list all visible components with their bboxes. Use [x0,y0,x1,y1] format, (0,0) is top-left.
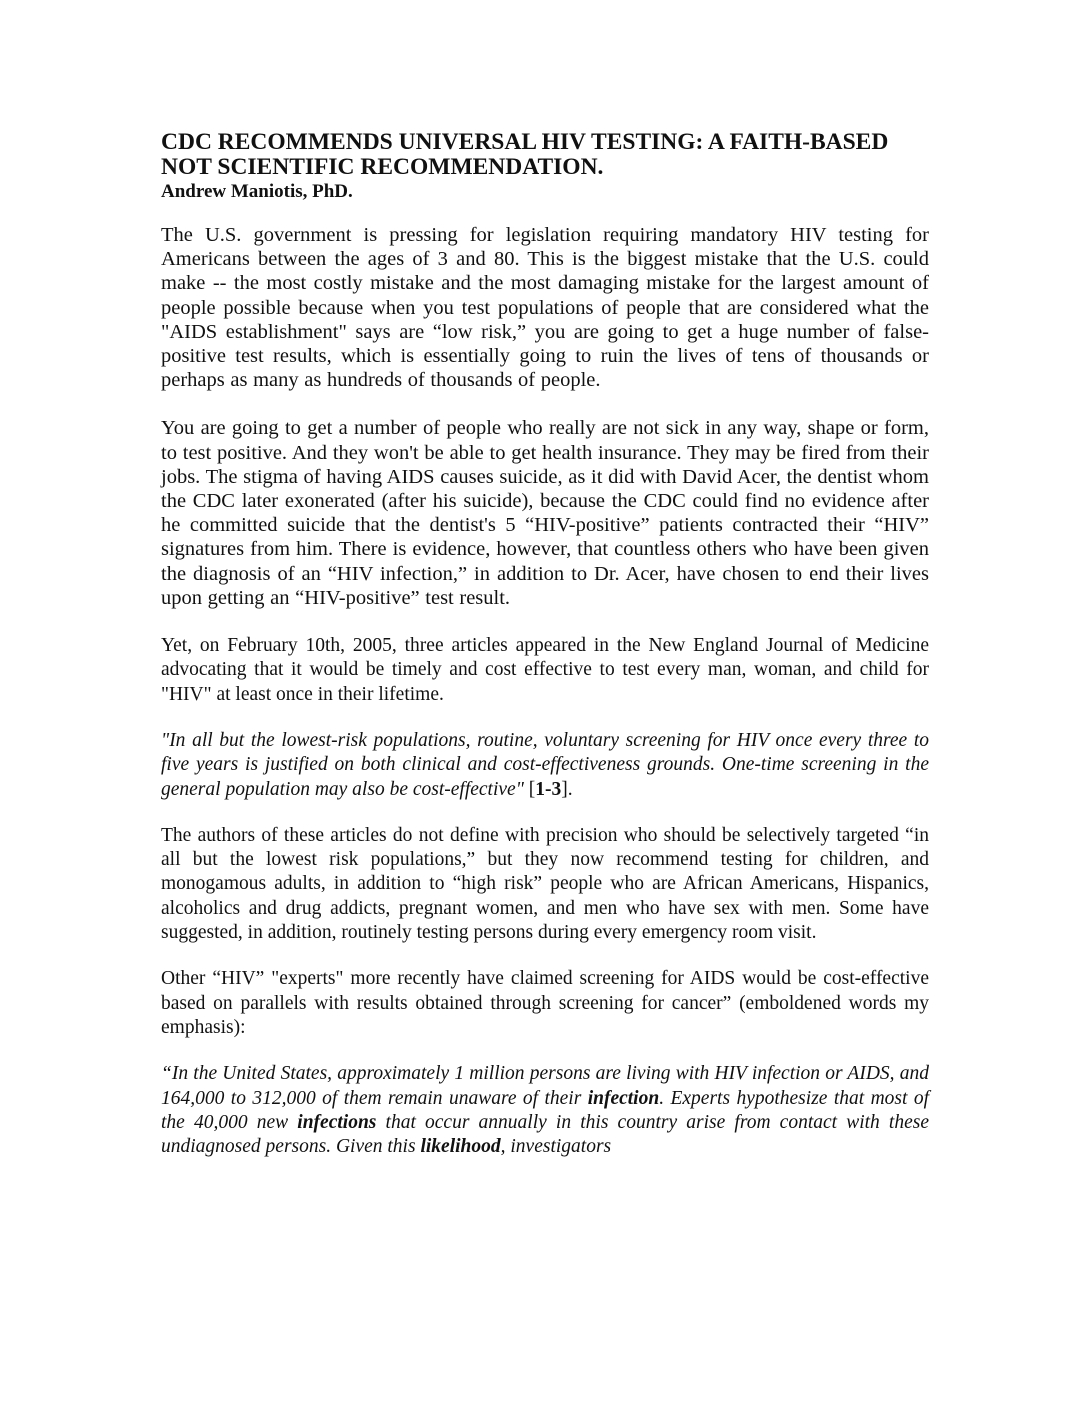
ref-bracket-close: ]. [561,778,573,800]
document-page [161,128,929,1159]
ref-bracket-open: [ [523,778,536,800]
emphasis-infection: infection [587,1087,660,1109]
paragraph-nejm-articles: Yet, on February 10th, 2005, three articles appeared in the New England Journal of Medicine advocating that it would be timely and cost effective to test every man, woman, and child for "HIV" at least once in their lifetime. [161,635,929,705]
paragraph-us-statistics-quote [161,1062,929,1159]
author-line: Andrew Maniotis, PhD. [161,181,353,202]
emphasis-likelihood: likelihood [420,1136,501,1158]
paragraph-other-experts: Other “HIV” "experts" more recently have claimed screening for AIDS would be cost-effective based on parallels with results obtained through screening for cancer” (emboldened words my emphasis): [161,968,929,1038]
quote-part-g: , investigators [500,1136,612,1158]
quote-part-c: . Experts hypothesize that most of the 40,000 new [161,1087,929,1133]
paragraph-nejm-quote [161,729,929,802]
emphasis-infections: infections [297,1111,377,1133]
reference-1-3: 1-3 [535,778,562,800]
document-title: CDC RECOMMENDS UNIVERSAL HIV TESTING: A FAITH-BASED NOT SCIENTIFIC RECOMMENDATION. [161,129,889,180]
paragraph-false-positives: You are going to get a number of people who really are not sick in any way, shape or form, to test positive. And they won't be able to get health insurance. They may be fired from their jobs. The stigma of having AIDS causes suicide, as it did with David Acer, the dentist whom the CDC later exonerated (after his suicide), because the CDC could find no evidence after he committed suicide that the dentist's 5 “HIV-positive” patients contracted their “HIV” signatures from him. There is evidence, however, that countless others who have been given the diagnosis of an “HIV infection,” in addition to Dr. Acer, have chosen to end their lives upon getting an “HIV-positive” test result. [161,417,929,609]
paragraph-mandatory-testing: The U.S. government is pressing for legislation requiring mandatory HIV testing for Americans between the ages of 3 and 80. This is the biggest mistake that the U.S. could make -- the most costly mistake and the most damaging mistake for the largest amount of people possible because when you test populations of people that are considered what the "AIDS establishment" says are “low risk,” you are going to get a huge number of false-positive test results, which is essentially going to ruin the lives of tens of thousands or perhaps as many as hundreds of thousands of people. [161,224,929,392]
quote-part-a: “In the United States, approximately 1 million persons are living with HIV infection or AIDS, and 164,000 to 312,000 of them remain unaware of their [161,1063,929,1109]
quote-part-e: that occur annually in this country arise from contact with these undiagnosed persons. Given this [161,1111,930,1158]
paragraph-authors-targets: The authors of these articles do not define with precision who should be selectively targeted “in all but the lowest risk populations,” but they now recommend testing for children, and monogamous adults, in addition to “high risk” people who are African Americans, Hispanics, alcoholics and drug addicts, pregnant women, and men who have sex with men. Some have suggested, in addition, routinely testing persons during every emergency room visit. [161,824,929,944]
nejm-quote-text: "In all but the lowest-risk populations, routine, voluntary screening for HIV once every three to five years is justified on both clinical and cost-effectiveness grounds. One-time screening in the general population may also be cost-effective" [161,729,929,800]
